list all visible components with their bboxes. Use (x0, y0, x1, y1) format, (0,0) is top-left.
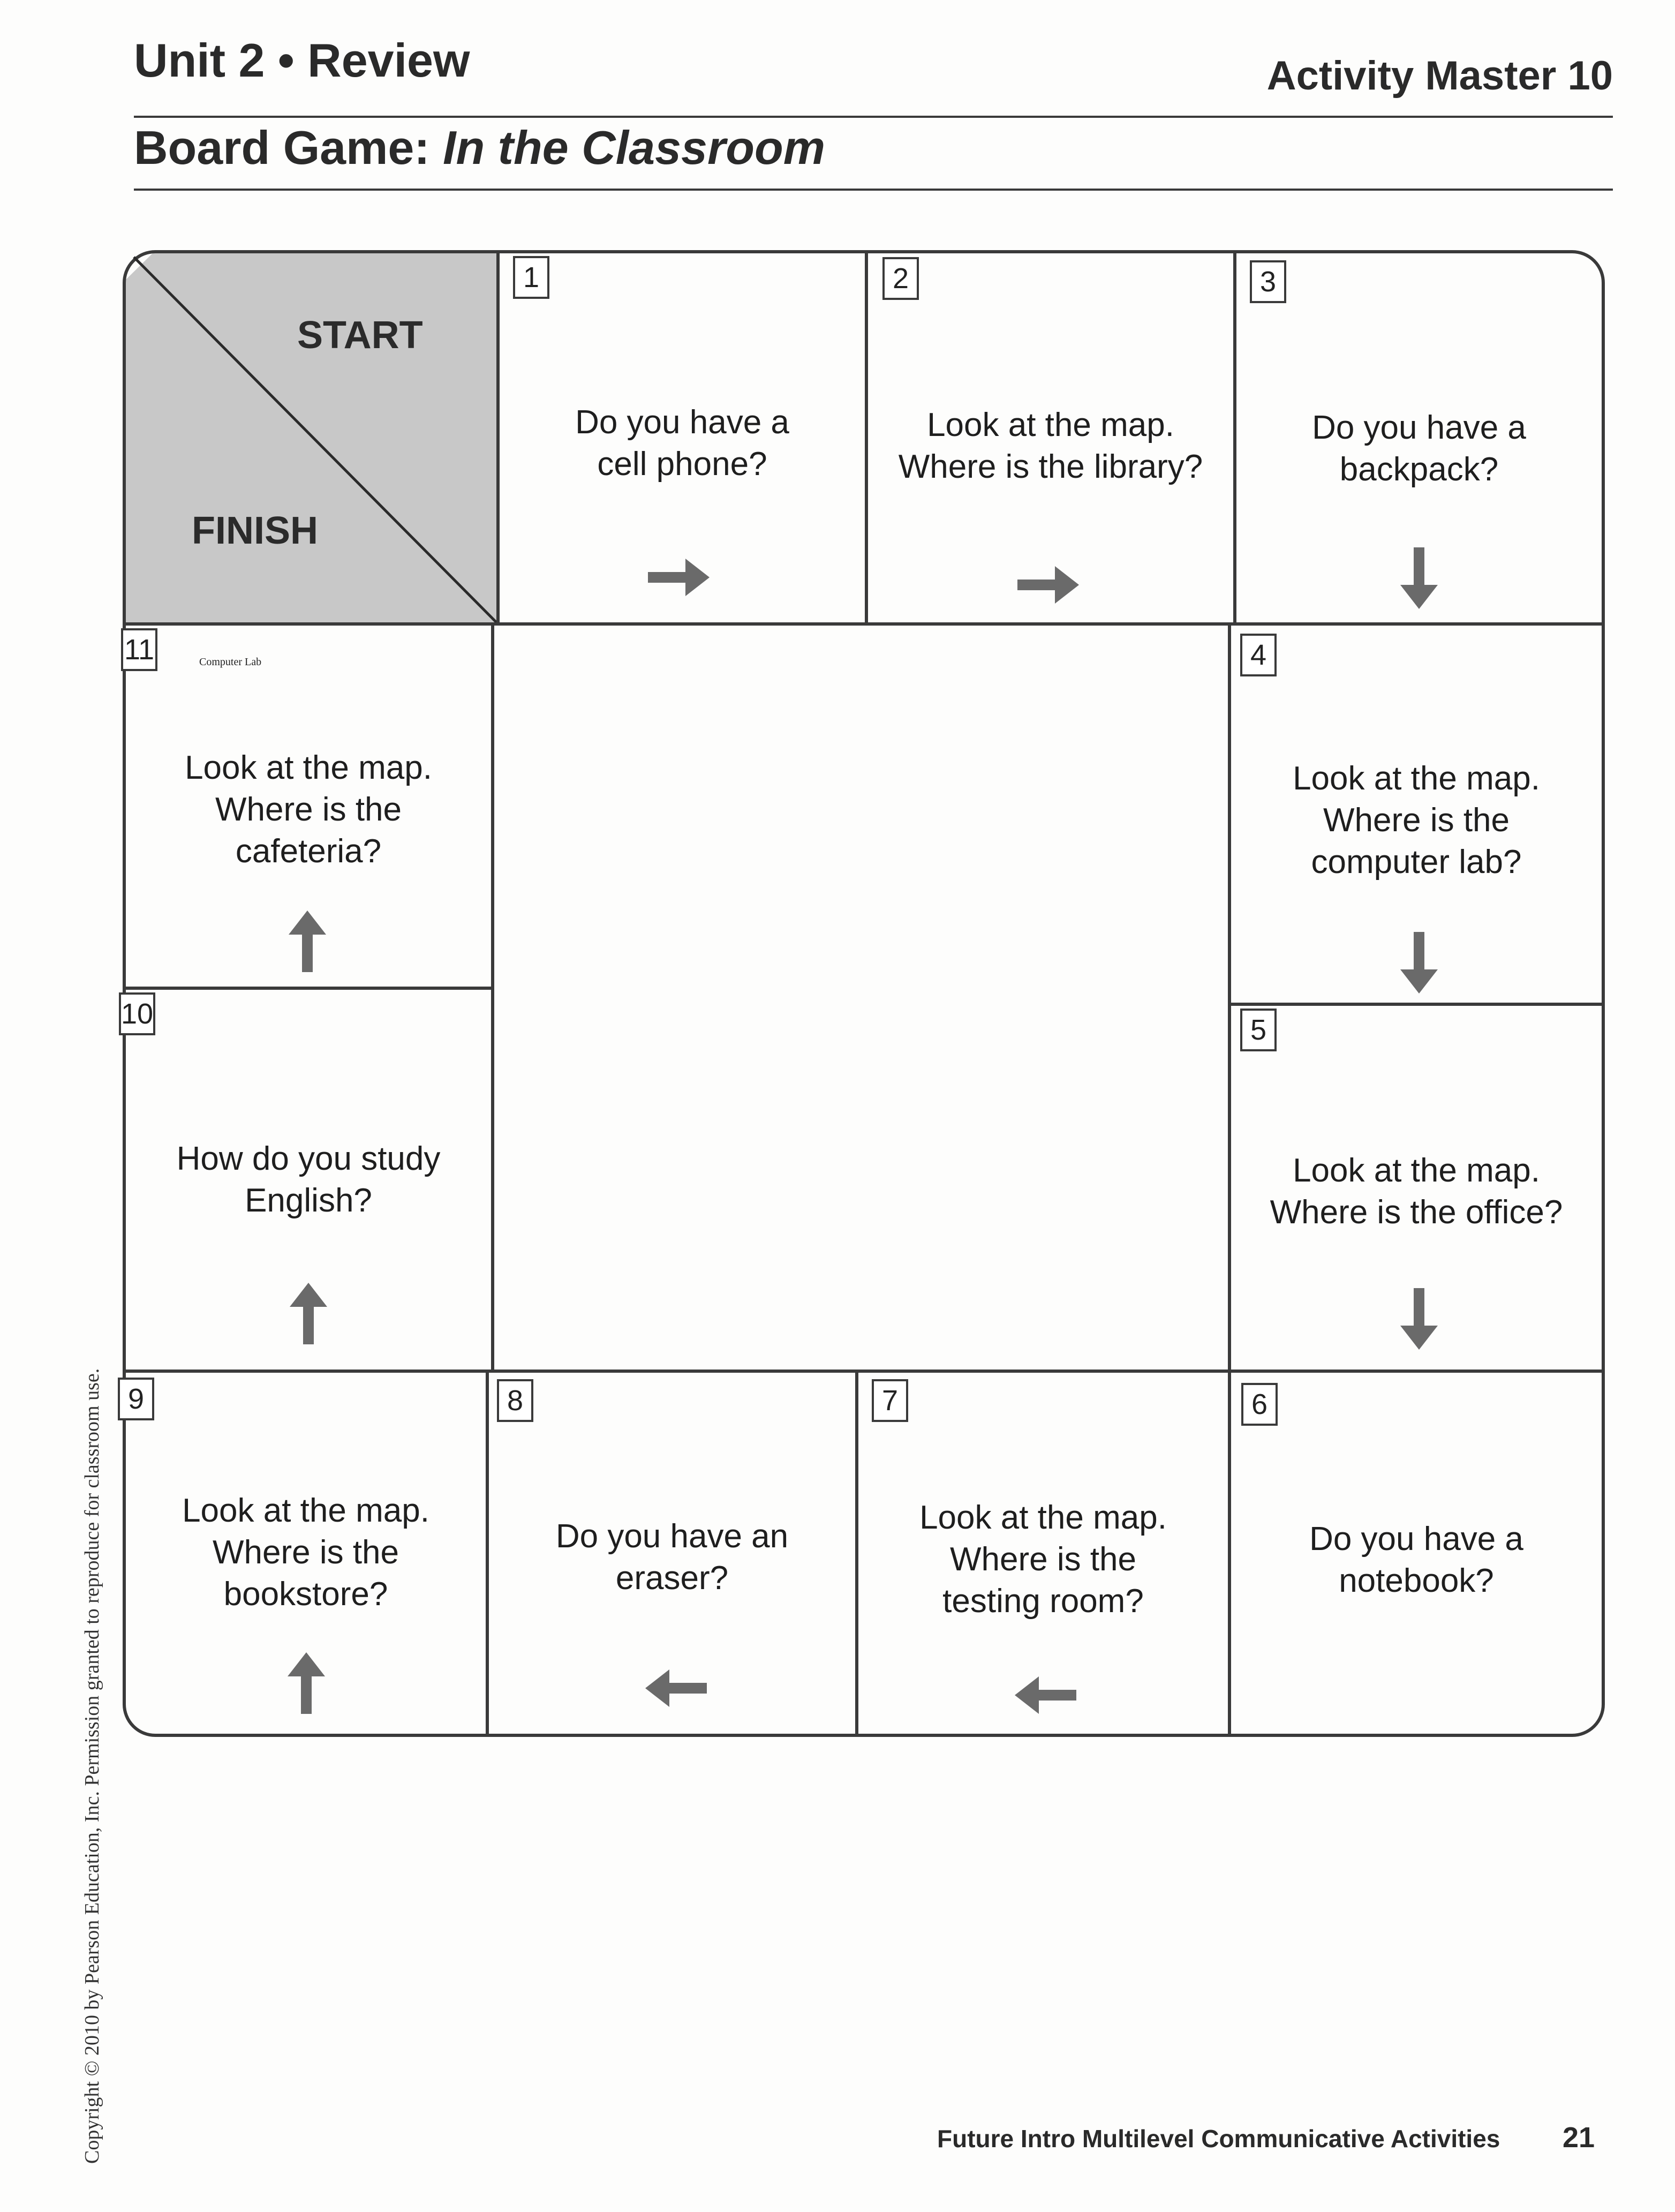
square-number: 1 (513, 256, 549, 299)
square-number: 7 (872, 1379, 908, 1422)
right-arrow-icon (1017, 563, 1082, 606)
left-arrow-icon (1012, 1674, 1076, 1717)
up-arrow-icon (286, 908, 329, 972)
square-question: Look at the map. Where is the office? (1270, 1152, 1563, 1231)
board-square-10 (120, 988, 493, 1371)
square-question: Look at the map. Where is the cafeteria? (185, 749, 432, 870)
right-arrow-icon (648, 556, 712, 599)
left-arrow-icon (643, 1667, 707, 1710)
subtitle-italic: In the Classroom (443, 121, 825, 174)
down-arrow-icon (1398, 932, 1440, 996)
square-question: Do you have a notebook? (1309, 1521, 1523, 1599)
board-square-9 (124, 1371, 487, 1735)
copyright-notice: Copyright © 2010 by Pearson Education, Inc. Permission granted to reproduce for classroom use. (81, 1368, 103, 2164)
square-number: 5 (1240, 1009, 1277, 1051)
square-number: 11 (121, 628, 157, 671)
board-square-5 (1229, 1004, 1603, 1371)
activity-master-label: Activity Master 10 (1266, 53, 1613, 99)
square-question: Look at the map. Where is the testing room? (919, 1499, 1167, 1620)
finish-label: FINISH (192, 509, 319, 552)
board-square-8 (487, 1371, 857, 1735)
board-square-4 (1229, 624, 1603, 1004)
square-question: Do you have an eraser? (555, 1518, 789, 1597)
unit-title: Unit 2 • Review (134, 34, 470, 87)
square-question: Do you have a cell phone? (575, 404, 789, 483)
square-question: Look at the map. Where is the library? (898, 407, 1203, 485)
board-square-11 (124, 624, 493, 988)
square-number: 6 (1241, 1383, 1278, 1426)
up-arrow-icon (285, 1650, 328, 1714)
down-arrow-icon (1398, 1288, 1440, 1352)
square-number: 8 (497, 1379, 533, 1422)
page-number: 21 (1563, 2121, 1595, 2154)
book-title: Future Intro Multilevel Communicative Activities (937, 2125, 1500, 2153)
computer-lab-label: Computer Lab (199, 656, 262, 668)
up-arrow-icon (287, 1280, 330, 1344)
square-question: How do you study English? (176, 1140, 441, 1219)
square-question: Look at the map. Where is the computer lab? (1293, 760, 1540, 881)
square-question: Do you have a backpack? (1312, 409, 1526, 488)
square-number: 10 (119, 992, 155, 1035)
subtitle-prefix: Board Game: (134, 121, 443, 174)
start-label: START (297, 314, 423, 357)
board-square-6 (1229, 1371, 1603, 1735)
square-number: 9 (118, 1378, 154, 1420)
down-arrow-icon (1398, 547, 1440, 612)
board-square-7 (857, 1371, 1229, 1735)
board-square-1 (498, 252, 866, 624)
board-square-3 (1235, 252, 1603, 624)
square-number: 3 (1250, 260, 1286, 303)
board-square-2 (866, 252, 1235, 624)
square-number: 4 (1240, 634, 1277, 676)
square-question: Look at the map. Where is the bookstore? (182, 1492, 429, 1613)
square-number: 2 (882, 257, 919, 300)
